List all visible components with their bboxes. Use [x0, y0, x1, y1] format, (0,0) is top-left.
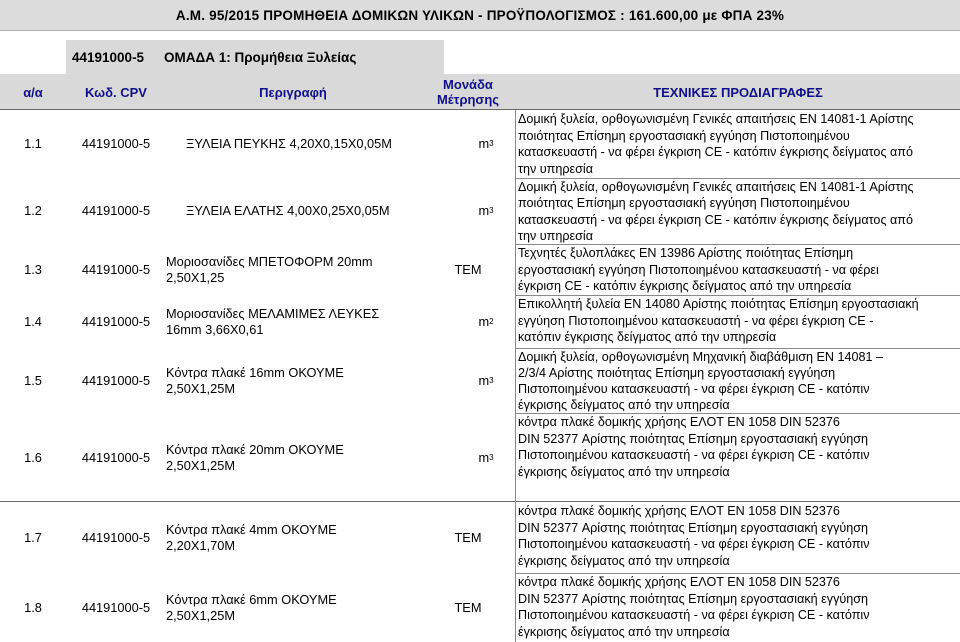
- description-line: Κόντρα πλακέ 6mm ΟΚΟΥΜΕ: [166, 591, 337, 607]
- row-description: [166, 502, 420, 573]
- row-cpv-code: 44191000-5: [81, 449, 151, 465]
- specification-line: Δομική ξυλεία, ορθογωνισμένη Γενικές απαιτήσεις ΕΝ 14081-1 Αρίστης: [518, 180, 914, 194]
- specification-line: Πιστοποιημένου κατασκευαστή - να φέρει έγκριση CE - κατόπιν: [518, 382, 870, 396]
- specification-line: έγκρισης δείγματος από την υπηρεσία: [518, 624, 730, 639]
- description-line: 2,50Χ1,25Μ: [166, 380, 236, 396]
- specification-line: Επικολλητή ξυλεία ΕΝ 14080 Αρίστης ποιότητας Επίσημη εργοστασιακή: [518, 297, 919, 311]
- spec-row-divider: [516, 413, 960, 414]
- row-description-text: [166, 306, 379, 338]
- row-description: [166, 244, 420, 295]
- unit-text: m: [478, 203, 490, 218]
- specification-line: Δομική ξυλεία, ορθογωνισμένη Γενικές απαιτήσεις ΕΝ 14081-1 Αρίστης: [518, 112, 914, 126]
- specification-line: Τεχνητές ξυλοπλάκες ΕΝ 13986 Αρίστης ποιότητας Επίσημη: [518, 246, 854, 260]
- row-description-text: [166, 442, 344, 474]
- specification-line: κόντρα πλακέ δομικής χρήσης ΕΛΟΤ ΕΝ 1058 DIN 52376: [518, 504, 840, 518]
- specification-cell: [516, 503, 960, 573]
- specification-line: την υπηρεσία: [518, 161, 593, 176]
- row-cpv-code: 44191000-5: [81, 313, 151, 329]
- unit-text: ΤΕΜ: [454, 261, 482, 277]
- row-number: 1.5: [24, 372, 42, 388]
- specification-cell: [516, 179, 960, 244]
- description-line: 2,50Χ1,25Μ: [166, 457, 236, 473]
- specification-cell: [516, 245, 960, 295]
- description-line: 2,50Χ1,25: [166, 269, 225, 285]
- spec-row-divider: [516, 244, 960, 245]
- specification-line: κατασκευαστή - να φέρει έγκριση CE - κατόπιν έγκρισης δείγματος από: [518, 145, 913, 160]
- header-unit-line2: Μέτρησης: [436, 92, 500, 107]
- specification-line: Πιστοποιημένου κατασκευαστή - να φέρει έγκριση CE - κατόπιν: [518, 608, 870, 623]
- row-cpv-code: 44191000-5: [81, 529, 151, 545]
- description-line: Κόντρα πλακέ 16mm ΟΚΟΥΜΕ: [166, 364, 344, 380]
- specification-line: κόντρα πλακέ δομικής χρήσης ΕΛΟΤ ΕΝ 1058 DIN 52376: [518, 575, 840, 589]
- row-description-text: [166, 365, 344, 397]
- description-line: ΞΥΛΕΙΑ ΠΕΥΚΗΣ 4,20Χ0,15Χ0,05Μ: [186, 136, 392, 151]
- row-unit: [420, 244, 516, 295]
- row-number: 1.1: [24, 136, 42, 151]
- description-line: Κόντρα πλακέ 20mm ΟΚΟΥΜΕ: [166, 441, 344, 457]
- document-title: Α.Μ. 95/2015 ΠΡΟΜΗΘΕΙΑ ΔΟΜΙΚΩΝ ΥΛΙΚΩΝ - ΠΡΟΫΠΟΛΟΓΙΣΜΟΣ : 161.600,00 με ΦΠΑ 23%: [175, 7, 785, 23]
- specification-cell: [516, 111, 960, 178]
- row-cpv-code: 44191000-5: [81, 372, 151, 388]
- table-header-bottom-border: [0, 109, 960, 110]
- description-line: Μοριοσανίδες ΜΠΕΤΟΦΟΡΜ 20mm: [166, 253, 373, 269]
- spec-row-divider: [516, 295, 960, 296]
- section-divider: [0, 501, 960, 502]
- spec-row-divider: [516, 348, 960, 349]
- description-line: 16mm 3,66Χ0,61: [166, 321, 264, 337]
- specification-line: έγκρισης δείγματος από την υπηρεσία: [518, 398, 730, 412]
- row-description-text: [166, 203, 390, 219]
- row-description: [166, 178, 420, 244]
- specification-line: ποιότητας Επίσημη εργοστασιακή εγγύηση Πιστοποιημένου: [518, 196, 850, 211]
- row-description-text: [166, 522, 337, 554]
- header-cpv: Κωδ. CPV: [66, 74, 166, 110]
- specification-line: Πιστοποιημένου κατασκευαστή - να φέρει έγκριση CE - κατόπιν: [518, 537, 870, 552]
- row-cpv-code: 44191000-5: [81, 599, 151, 615]
- description-line: 2,20Χ1,70Μ: [166, 537, 236, 553]
- row-unit: m 3: [478, 372, 494, 388]
- header-unit-line1: Μονάδα: [443, 77, 493, 92]
- specification-line: Πιστοποιημένου κατασκευαστή - να φέρει έγκριση CE - κατόπιν: [518, 448, 870, 463]
- specification-cell: [516, 296, 960, 348]
- row-cpv-code: 44191000-5: [81, 261, 151, 277]
- group-title: ΟΜΑΔΑ 1: Προμήθεια Ξυλείας: [164, 40, 444, 74]
- specification-line: την υπηρεσία: [518, 228, 593, 243]
- header-specifications: ΤΕΧΝΙΚΕΣ ΠΡΟΔΙΑΓΡΑΦΕΣ: [516, 74, 960, 110]
- specification-line: εργοστασιακή εγγύηση Πιστοποιημένου κατασκευαστή - να φέρει: [518, 262, 879, 277]
- header-number: α/α: [0, 74, 66, 110]
- specification-line: DIN 52377 Αρίστης ποιότητας Επίσημη εργοστασιακή εγγύηση: [518, 520, 869, 535]
- specification-line: έγκρισης δείγματος από την υπηρεσία: [518, 553, 730, 568]
- specification-line: DIN 52377 Αρίστης ποιότητας Επίσημη εργοστασιακή εγγύηση: [518, 591, 869, 606]
- spec-column-border: [515, 110, 516, 642]
- specification-line: κατασκευαστή - να φέρει έγκριση CE - κατόπιν έγκρισης δείγματος από: [518, 212, 913, 227]
- row-unit: [420, 502, 516, 573]
- specification-cell: [516, 414, 960, 502]
- specification-line: DIN 52377 Αρίστης ποιότητας Επίσημη εργοστασιακή εγγύηση: [518, 431, 869, 446]
- specification-line: ποιότητας Επίσημη εργοστασιακή εγγύηση Πιστοποιημένου: [518, 128, 850, 143]
- row-unit: m 3: [478, 449, 494, 465]
- description-line: 2,50Χ1,25Μ: [166, 607, 236, 623]
- row-description: [166, 413, 420, 502]
- row-description-text: [166, 136, 392, 152]
- row-unit: m 3: [478, 203, 494, 218]
- row-description: [166, 110, 420, 178]
- row-unit: m 3: [478, 136, 494, 151]
- row-cpv-code: 44191000-5: [81, 203, 151, 218]
- row-unit: [420, 573, 516, 642]
- spec-row-divider: [516, 178, 960, 179]
- unit-text: ΤΕΜ: [454, 529, 482, 545]
- specification-line: έγκρισης δείγματος από την υπηρεσία: [518, 464, 730, 479]
- row-description: [166, 348, 420, 413]
- header-unit: [420, 74, 516, 110]
- row-cpv-code: 44191000-5: [81, 136, 151, 151]
- specification-line: έγκριση CE - κατόπιν έγκρισης δείγματος από την υπηρεσία: [518, 279, 852, 294]
- spec-row-divider: [516, 573, 960, 574]
- unit-text: m: [478, 136, 490, 151]
- row-unit: m 2: [478, 313, 494, 329]
- specification-line: κόντρα πλακέ δομικής χρήσης ΕΛΟΤ ΕΝ 1058 DIN 52376: [518, 415, 840, 429]
- row-number: 1.4: [24, 313, 42, 329]
- specification-line: εγγύηση Πιστοποιημένου κατασκευαστή - να φέρει έγκριση CE -: [518, 313, 874, 328]
- description-line: Κόντρα πλακέ 4mm ΟΚΟΥΜΕ: [166, 521, 337, 537]
- unit-text: m: [478, 313, 490, 329]
- description-line: Μοριοσανίδες ΜΕΛΑΜΙΜΕΣ ΛΕΥΚΕΣ: [166, 305, 380, 321]
- specification-cell: [516, 349, 960, 413]
- row-description-text: [166, 592, 337, 624]
- header-description: Περιγραφή: [166, 74, 420, 110]
- row-number: 1.3: [24, 261, 42, 277]
- specification-line: Δομική ξυλεία, ορθογωνισμένη Μηχανική διαβάθμιση ΕΝ 14081 –: [518, 350, 884, 364]
- specification-line: κατόπιν έγκρισης δείγματος από την υπηρεσία: [518, 330, 777, 345]
- unit-text: m: [478, 372, 490, 388]
- group-code: 44191000-5: [66, 40, 166, 74]
- row-number: 1.8: [24, 599, 42, 615]
- unit-text: ΤΕΜ: [454, 599, 482, 615]
- specification-line: 2/3/4 Αρίστης ποιότητας Επίσημη εργοστασιακή εγγύηση: [518, 366, 836, 380]
- row-description: [166, 573, 420, 642]
- unit-text: m: [478, 449, 490, 465]
- row-description: [166, 295, 420, 348]
- description-line: ΞΥΛΕΙΑ ΕΛΑΤΗΣ 4,00Χ0,25Χ0,05Μ: [186, 203, 390, 218]
- row-number: 1.7: [24, 529, 42, 545]
- row-description-text: [166, 254, 373, 286]
- document-title-banner: [0, 0, 960, 31]
- row-number: 1.6: [24, 449, 42, 465]
- specification-cell: [516, 574, 960, 642]
- row-number: 1.2: [24, 203, 42, 218]
